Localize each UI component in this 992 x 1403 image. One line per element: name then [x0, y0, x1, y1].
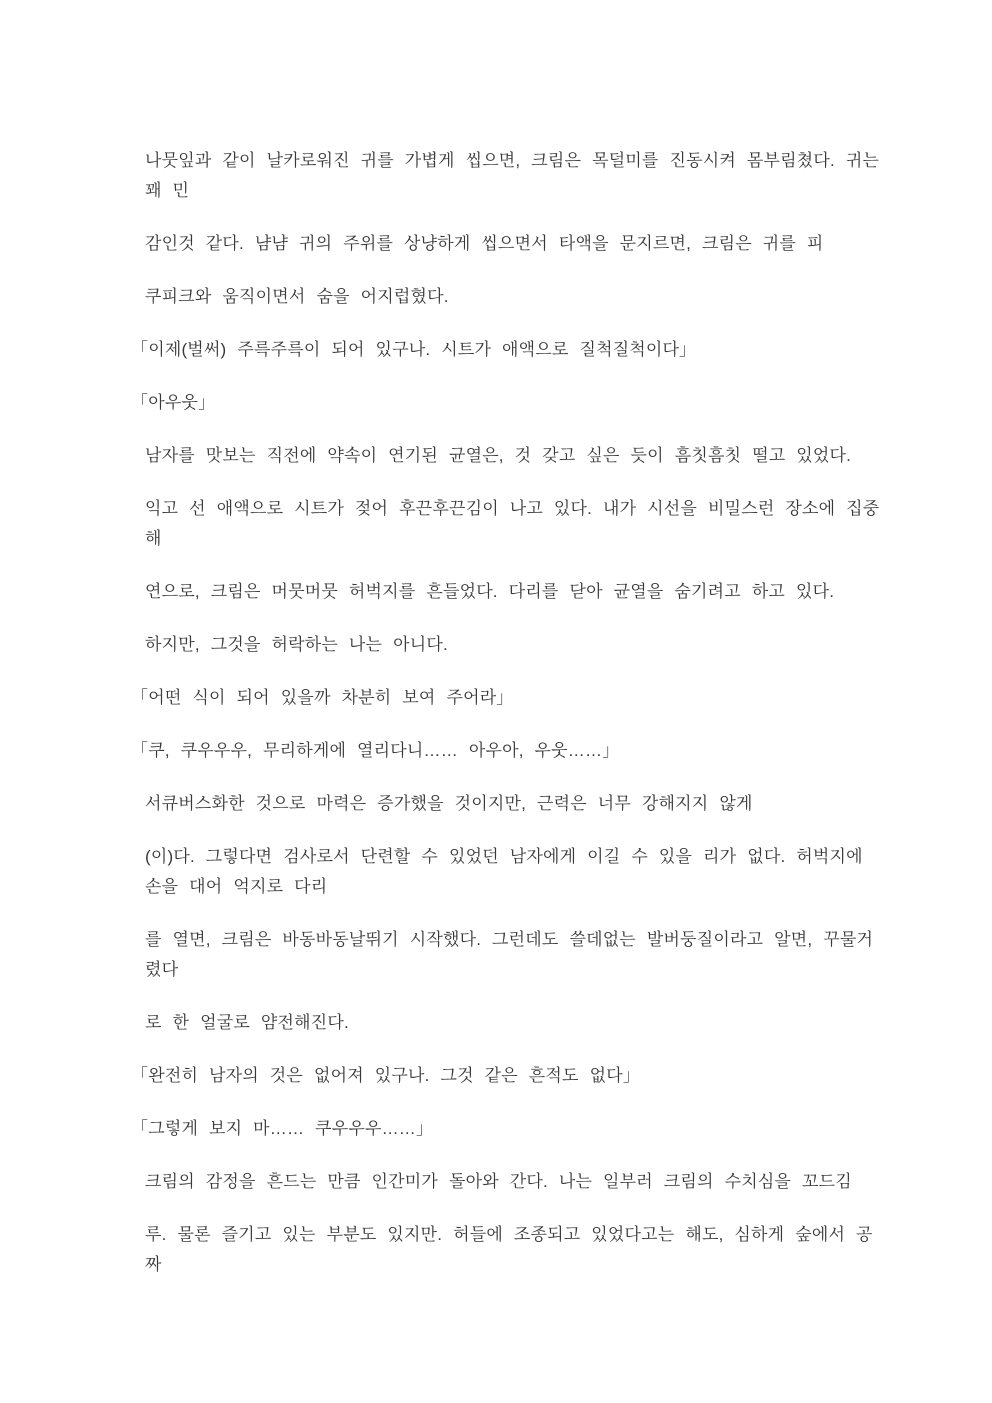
paragraph: 남자를 맛보는 직전에 약속이 연기된 균열은, 것 갖고 싶은 듯이 흠칫흠칫 떨고 있었다.: [145, 446, 852, 465]
paragraph: 로 한 얼굴로 얌전해진다.: [145, 1013, 349, 1032]
paragraph: 감인것 같다. 냠냠 귀의 주위를 상냥하게 씹으면서 타액을 문지르면, 크림은 귀를 피: [145, 234, 824, 253]
dialogue-paragraph: 「어떤 식이 되어 있을까 차분히 보여 주어라」: [131, 688, 514, 707]
paragraph: 하지만, 그것을 허락하는 나는 아니다.: [145, 635, 448, 654]
paragraph: 루. 물론 즐기고 있는 부분도 있지만. 허들에 조종되고 있었다고는 해도, 심하게 숲에서 공짜: [145, 1225, 873, 1274]
paragraph: 연으로, 크림은 머뭇머뭇 허벅지를 흔들었다. 다리를 닫아 균열을 숨기려고 하고 있다.: [145, 582, 835, 601]
dialogue-paragraph: 「쿠, 쿠우우우, 무리하게에 열리다니…… 아우아, 우웃……」: [131, 741, 620, 760]
paragraph: 크림의 감정을 흔드는 만큼 인간미가 돌아와 간다. 나는 일부러 크림의 수치심을 꼬드김: [145, 1172, 852, 1191]
dialogue-paragraph: 「아우웃」: [131, 393, 216, 412]
dialogue-paragraph: 「완전히 남자의 것은 없어져 있구나. 그것 같은 흔적도 없다」: [131, 1066, 641, 1085]
paragraph: 나뭇잎과 같이 날카로워진 귀를 가볍게 씹으면, 크림은 목덜미를 진동시켜 몸부림쳤다. 귀는 꽤 민: [145, 151, 880, 200]
paragraph: 쿠피크와 움직이면서 숨을 어지럽혔다.: [145, 287, 449, 306]
dialogue-paragraph: 「그렇게 보지 마…… 쿠우우우……」: [131, 1119, 434, 1138]
paragraph: 를 열면, 크림은 바동바동날뛰기 시작했다. 그런데도 쓸데없는 발버둥질이라고 알면, 꾸물거렸다: [145, 930, 874, 979]
paragraph: 익고 선 애액으로 시트가 젖어 후끈후끈김이 나고 있다. 내가 시선을 비밀스런 장소에 집중해: [145, 499, 880, 548]
document-text-body: [131, 146, 882, 1303]
paragraph: 서큐버스화한 것으로 마력은 증가했을 것이지만, 근력은 너무 강해지지 않게: [145, 794, 753, 813]
dialogue-paragraph: 「이제(벌써) 주륵주륵이 되어 있구나. 시트가 애액으로 질척질척이다」: [131, 340, 697, 359]
paragraph: (이)다. 그렇다면 검사로서 단련할 수 있었던 남자에게 이길 수 있을 리가 없다. 허벅지에 손을 대어 억지로 다리: [145, 847, 863, 896]
